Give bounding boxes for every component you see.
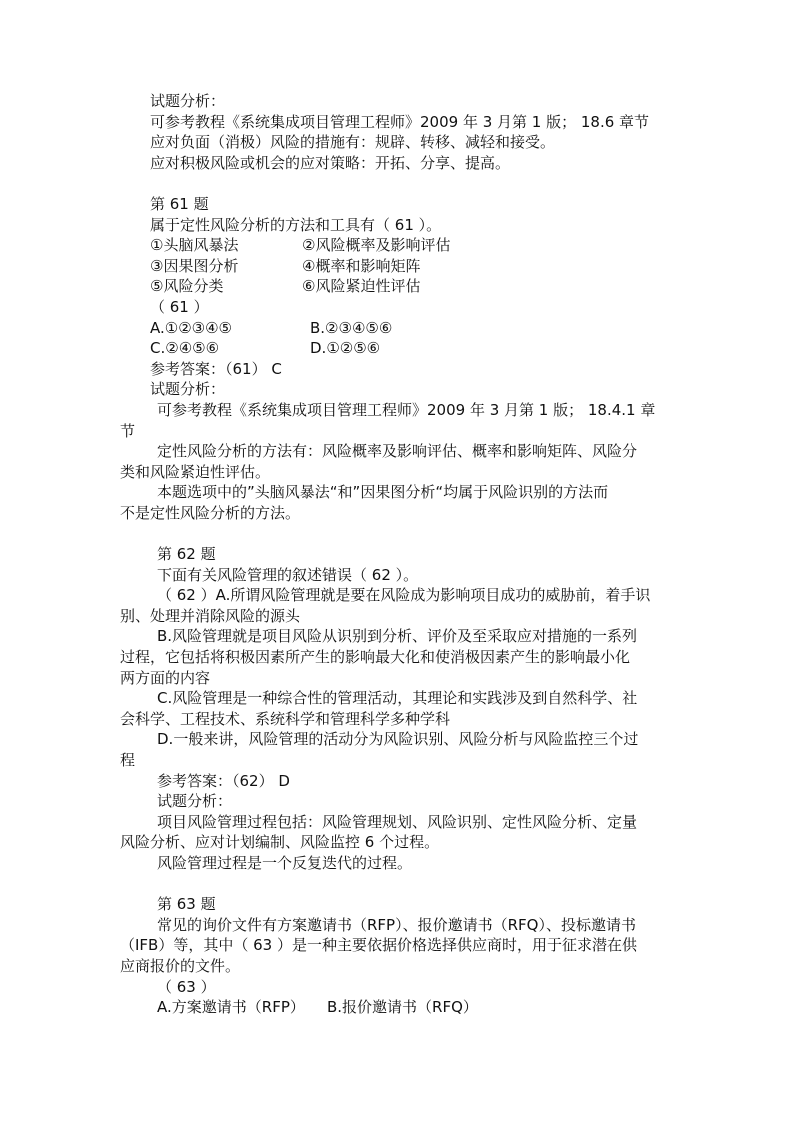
question-stem: 属于定性风险分析的方法和工具有（ 61 ）。 [150, 215, 442, 234]
item-row [120, 256, 668, 277]
spacer [120, 173, 668, 194]
item: ①头脑风暴法 [150, 236, 239, 255]
item-row [120, 276, 668, 297]
analysis-label: 试题分析： [157, 792, 233, 811]
option-d: D.①②⑤⑥ [310, 339, 381, 358]
reference-answer: 参考答案：（61） C [150, 359, 282, 378]
question-title: 第 63 题 [157, 895, 216, 914]
item: ③因果图分析 [150, 256, 239, 275]
option-d-wrap: 程 [120, 751, 136, 769]
option-c: C.②④⑤⑥ [150, 339, 220, 358]
analysis-text: 应对积极风险或机会的应对策略：开拓、分享、提高。 [150, 153, 511, 172]
option-row [120, 338, 668, 359]
item-row [120, 235, 668, 256]
analysis-text-wrap: 风险分析、应对计划编制、风险监控 6 个过程。 [120, 833, 440, 852]
option-c-wrap: 会科学、工程技术、系统科学和管理科学多种学科 [120, 709, 451, 728]
spacer [120, 523, 668, 544]
analysis-text-wrap: 类和风险紧迫性评估。 [120, 462, 271, 481]
item: ④概率和影响矩阵 [302, 256, 421, 275]
option-c: C.风险管理是一种综合性的管理活动，其理论和实践涉及到自然科学、社 [157, 689, 638, 708]
option-b: B.报价邀请书（RFQ） [327, 998, 478, 1017]
option-a: （ 62 ）A.所谓风险管理就是要在风险成为影响项目成功的威胁前，着手识 [157, 586, 651, 605]
analysis-text-wrap: 不是定性风险分析的方法。 [120, 503, 301, 522]
reference-line-wrap: 节 [120, 421, 136, 440]
analysis-text: 定性风险分析的方法有：风险概率及影响评估、概率和影响矩阵、风险分 [157, 442, 638, 461]
analysis-text: 项目风险管理过程包括：风险管理规划、风险识别、定性风险分析、定量 [157, 812, 638, 831]
analysis-text: 风险管理过程是一个反复迭代的过程。 [157, 853, 413, 872]
question-title: 第 62 题 [157, 545, 216, 564]
question-stem-wrap: 应商报价的文件。 [120, 956, 241, 975]
question-title: 第 61 题 [150, 194, 209, 213]
option-b-wrap: 两方面的内容 [120, 668, 211, 687]
question-stem: 下面有关风险管理的叙述错误（ 62 ）。 [157, 565, 419, 584]
reference-line: 可参考教程《系统集成项目管理工程师》2009 年 3 月第 1 版； 18.6 章节 [150, 112, 650, 131]
item: ⑥风险紧迫性评估 [302, 277, 421, 296]
option-b-wrap: 过程，它包括将积极因素所产生的影响最大化和使消极因素产生的影响最小化 [120, 648, 631, 667]
answer-blank: （ 63 ） [157, 977, 216, 996]
question-stem-wrap: （IFB）等，其中（ 63 ）是一种主要依据价格选择供应商时，用于征求潜在供 [120, 936, 637, 955]
option-b: B.风险管理就是项目风险从识别到分析、评价及至采取应对措施的一系列 [157, 627, 638, 646]
option-a-wrap: 别、处理并消除风险的源头 [120, 606, 301, 625]
option-a: A.方案邀请书（RFP） [157, 998, 305, 1017]
option-b: B.②③④⑤⑥ [310, 318, 393, 337]
analysis-label: 试题分析： [150, 380, 226, 399]
item: ②风险概率及影响评估 [302, 236, 451, 255]
item: ⑤风险分类 [150, 277, 224, 296]
analysis-label: 试题分析： [150, 92, 226, 110]
question-stem: 常见的询价文件有方案邀请书（RFP）、报价邀请书（RFQ）、投标邀请书 [157, 915, 636, 934]
document-page [120, 91, 668, 1018]
option-d: D.一般来讲，风险管理的活动分为风险识别、风险分析与风险监控三个过 [157, 730, 639, 749]
spacer [120, 874, 668, 895]
analysis-text: 应对负面（消极）风险的措施有：规辟、转移、减轻和接受。 [150, 133, 556, 152]
option-row [120, 997, 668, 1018]
answer-blank: （ 61 ） [150, 297, 209, 316]
option-row [120, 318, 668, 339]
analysis-text: 本题选项中的”头脑风暴法“和”因果图分析“均属于风险识别的方法而 [157, 483, 609, 502]
reference-line: 可参考教程《系统集成项目管理工程师》2009 年 3 月第 1 版； 18.4.1 章 [157, 400, 656, 419]
option-a: A.①②③④⑤ [150, 318, 233, 337]
reference-answer: 参考答案：（62） D [157, 771, 290, 790]
